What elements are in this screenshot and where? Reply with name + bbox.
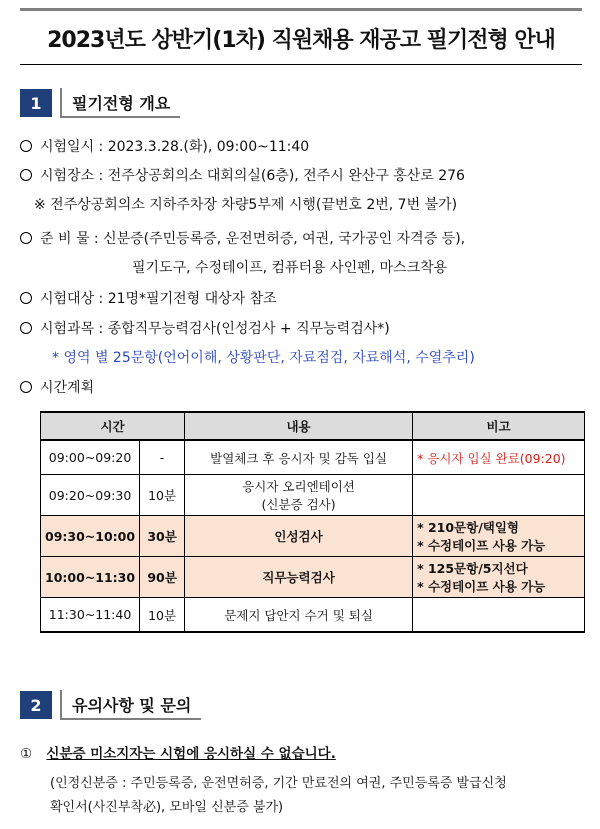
row-duration: 10분 bbox=[140, 598, 185, 633]
page-title: 2023년도 상반기(1차) 직원채용 재공고 필기전형 안내 bbox=[20, 11, 582, 65]
row-note-line1: * 125문항/5지선다 bbox=[417, 561, 528, 576]
row-content: 발열체크 후 응시자 및 감독 입실 bbox=[185, 440, 413, 475]
row-content-line1: 응시자 오리엔테이션 bbox=[242, 479, 355, 494]
row-time: 09:00~09:20 bbox=[41, 440, 140, 475]
notice-marker: ① bbox=[20, 746, 33, 762]
table-row bbox=[41, 440, 585, 475]
circle-bullet-icon bbox=[20, 292, 32, 304]
row-note bbox=[413, 557, 585, 598]
parking-note: ※ 전주상공회의소 지하주차장 차량5부제 시행(끝번호 2번, 7번 불가) bbox=[34, 197, 458, 213]
header-time: 시간 bbox=[41, 412, 185, 440]
schedule-label: 시간계획 bbox=[40, 380, 95, 396]
section-1-number: 1 bbox=[20, 89, 52, 117]
exam-date-line bbox=[20, 136, 309, 156]
row-duration: 30분 bbox=[140, 516, 185, 557]
row-note bbox=[413, 516, 585, 557]
circle-bullet-icon bbox=[20, 381, 32, 393]
exam-subject: 시험과목 : 종합직무능력검사(인성검사 + 직무능력검사*) bbox=[40, 321, 390, 337]
row-content bbox=[185, 475, 413, 516]
row-content: 직무능력검사 bbox=[185, 557, 413, 598]
notice-item bbox=[20, 742, 336, 762]
notice-detail-2: 확인서(사진부착必), 모바일 신분증 불가) bbox=[50, 800, 284, 815]
row-content-line2: (신분증 검사) bbox=[261, 497, 336, 512]
row-note-line2: * 수정테이프 사용 가능 bbox=[417, 538, 546, 553]
section-2-title: 유의사항 및 문의 bbox=[60, 690, 201, 720]
row-note bbox=[413, 475, 585, 516]
exam-place-line bbox=[20, 165, 465, 185]
row-content: 문제지 답안지 수거 및 퇴실 bbox=[185, 598, 413, 633]
row-note bbox=[413, 598, 585, 633]
row-note-line1: * 210문항/택일형 bbox=[417, 520, 519, 535]
subject-line bbox=[20, 318, 390, 338]
row-duration: 10분 bbox=[140, 475, 185, 516]
items-line-2: 필기도구, 수정테이프, 컴퓨터용 사인펜, 마스크착용 bbox=[132, 260, 448, 276]
exam-date: 시험일시 : 2023.3.28.(화), 09:00~11:40 bbox=[40, 139, 310, 155]
notice-text: 신분증 미소지자는 시험에 응시하실 수 없습니다. bbox=[46, 746, 336, 762]
section-1-title: 필기전형 개요 bbox=[60, 88, 180, 118]
table-row bbox=[41, 598, 585, 633]
items-line bbox=[20, 228, 465, 248]
circle-bullet-icon bbox=[20, 232, 32, 244]
section-2-header bbox=[20, 690, 201, 720]
exam-place: 시험장소 : 전주상공회의소 대회의실(6층), 전주시 완산구 홍산로 276 bbox=[40, 168, 465, 184]
circle-bullet-icon bbox=[20, 140, 32, 152]
row-content: 인성검사 bbox=[185, 516, 413, 557]
schedule-label-line bbox=[20, 377, 94, 397]
notice-detail-1: (인정신분증 : 주민등록증, 운전면허증, 기간 만료전의 여권, 주민등록증 발급신청 bbox=[50, 776, 507, 791]
row-time: 11:30~11:40 bbox=[41, 598, 140, 633]
row-time: 09:20~09:30 bbox=[41, 475, 140, 516]
items-text: 준 비 물 : 신분증(주민등록증, 운전면허증, 여권, 국가공인 자격증 등), bbox=[40, 231, 466, 247]
row-note: * 응시자 입실 완료(09:20) bbox=[413, 440, 585, 475]
title-block bbox=[20, 8, 582, 65]
table-row bbox=[41, 475, 585, 516]
table-row-highlight bbox=[41, 516, 585, 557]
row-time: 09:30~10:00 bbox=[41, 516, 140, 557]
header-content: 내용 bbox=[185, 412, 413, 440]
section-1-header bbox=[20, 88, 180, 118]
table-header-row bbox=[41, 412, 585, 440]
circle-bullet-icon bbox=[20, 322, 32, 334]
schedule-table bbox=[40, 411, 585, 633]
row-duration: 90분 bbox=[140, 557, 185, 598]
exam-target: 시험대상 : 21명*필기전형 대상자 참조 bbox=[40, 291, 277, 307]
section-2-number: 2 bbox=[20, 691, 52, 719]
row-note-line2: * 수정테이프 사용 가능 bbox=[417, 579, 546, 594]
table-row-highlight bbox=[41, 557, 585, 598]
row-time: 10:00~11:30 bbox=[41, 557, 140, 598]
header-note: 비고 bbox=[413, 412, 585, 440]
circle-bullet-icon bbox=[20, 169, 32, 181]
subject-note: * 영역 별 25문항(언어이해, 상황판단, 자료점검, 자료해석, 수열추리) bbox=[52, 350, 475, 366]
target-line bbox=[20, 288, 277, 308]
row-duration: - bbox=[140, 440, 185, 475]
